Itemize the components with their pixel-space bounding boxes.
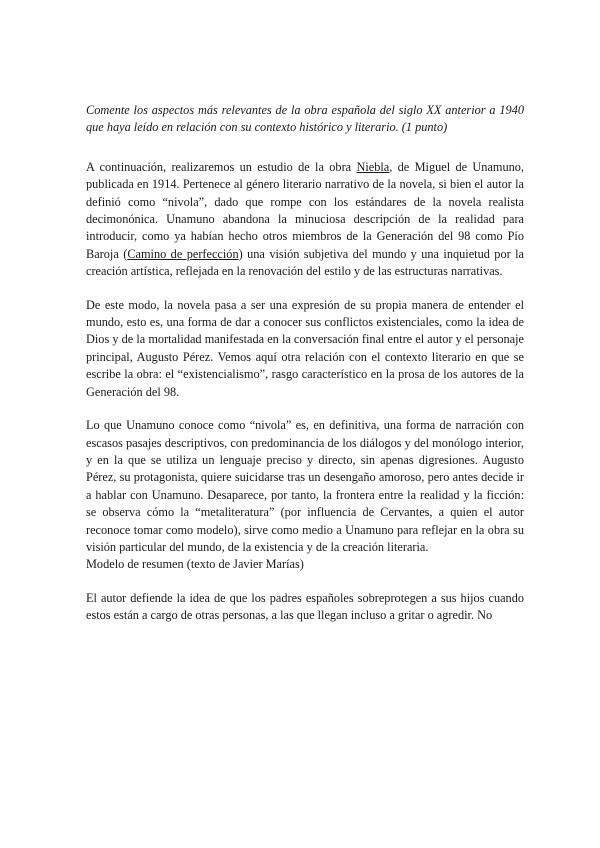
paragraph-1-text-b: , de Miguel de Unamuno, publicada en 1914. Pertenece al género literario narrativo de la novela, si bien el autor la definió como “nivola”, dado que rompe con los estándares de la novela realista decimonónica. Unamuno abandona la minuciosa descripción de la realidad para introducir, como ya habían hecho otros miembros de la Generación del 98 como Pío Baroja ( <box>86 159 524 261</box>
paragraph-1-text-a: A continuación, realizaremos un estudio de la obra <box>86 159 357 174</box>
paragraph-3: Lo que Unamuno conoce como “nivola” es, en definitiva, una forma de narración con escasos pasajes descriptivos, con predominancia de los diálogos y del monólogo interior, y en la que se utiliza un lenguaje preciso y directo, sin apenas digresiones. Augusto Pérez, su protagonista, quiere suicidarse tras un desengaño amoroso, pero antes decide ir a hablar con Unamuno. Desaparece, por tanto, la frontera entre la realidad y la ficción: se observa cómo la “metaliteratura” (por influencia de Cervantes, a quien el autor reconoce tomar como modelo), sirve como medio a Unamuno para reflejar en la obra su visión particular del mundo, de la existencia y de la creación literaria. <box>86 418 524 554</box>
work-title-niebla: Niebla <box>356 159 390 174</box>
paragraph-1-text-c: ) una visión subjetiva del mundo y una inquietud por la creación artística, reflejada en la renovación del estilo y de las estructuras narrativas. <box>86 246 525 279</box>
exam-question: Comente los aspectos más relevantes de la obra española del siglo XX anterior a 1940 que haya leído en relación con su contexto histórico y literario. (1 punto) <box>86 103 524 135</box>
paragraph-1 <box>86 159 524 281</box>
model-summary-label: Modelo de resumen (texto de Javier Marías) <box>86 557 304 572</box>
paragraph-2: De este modo, la novela pasa a ser una expresión de su propia manera de entender el mundo, esto es, una forma de dar a conocer sus conflictos existenciales, como la idea de Dios y de la mortalidad manifestada en la conversación final entre el autor y el personaje principal, Augusto Pérez. Vemos aquí otra relación con el contexto literario en que se escribe la obra: el “existencialismo”, rasgo característico en la prosa de los autores de la Generación del 98. <box>86 297 524 399</box>
work-title-camino: Camino de perfección <box>127 246 239 261</box>
document-body <box>86 102 524 625</box>
paragraph-4: El autor defiende la idea de que los padres españoles sobreprotegen a sus hijos cuando estos están a cargo de otras personas, a las que llegan incluso a gritar o agredir. No <box>86 590 524 623</box>
